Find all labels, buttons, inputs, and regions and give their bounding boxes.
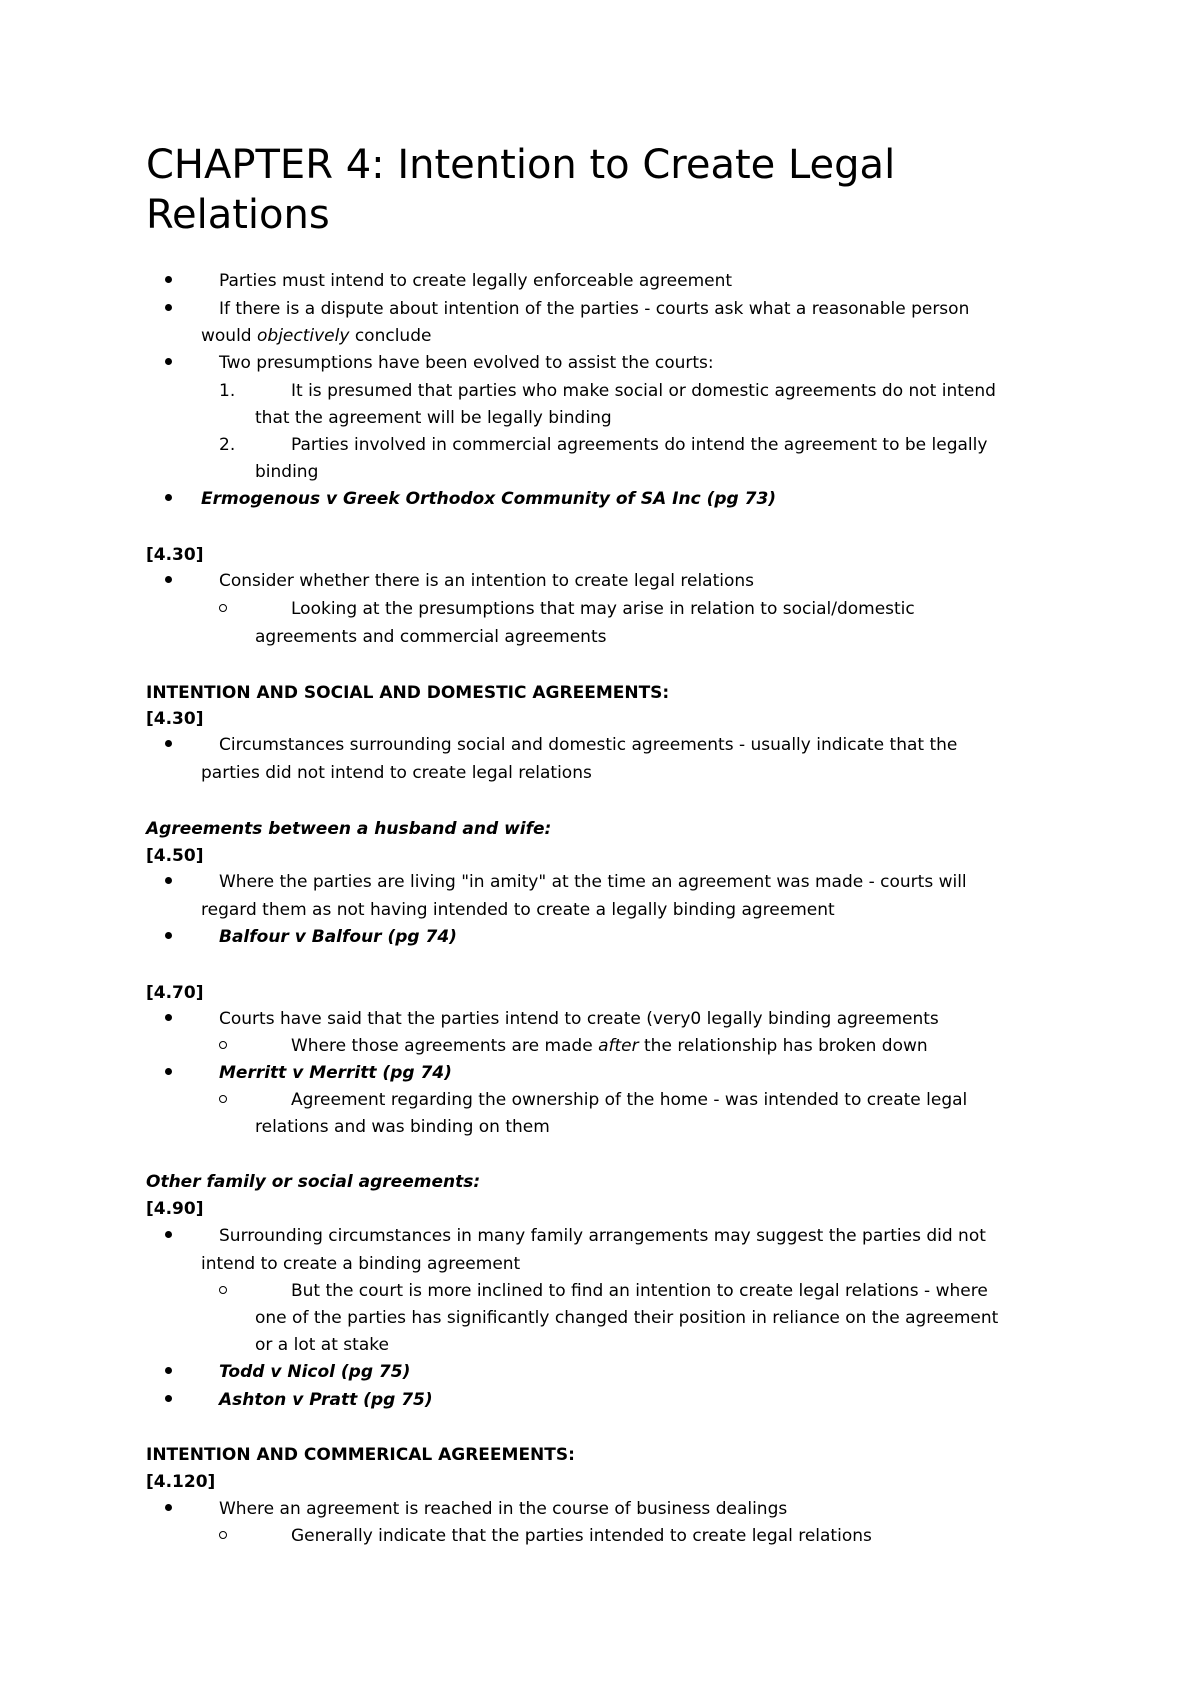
page-title: CHAPTER 4: Intention to Create Legal Relations xyxy=(146,142,896,238)
list-number: 2. xyxy=(219,435,236,455)
intro-bullet-2-line1: If there is a dispute about intention of the parties - courts ask what a reasonable person xyxy=(219,299,970,319)
bullet-icon xyxy=(165,932,172,939)
section-heading: INTENTION AND COMMERICAL AGREEMENTS: xyxy=(146,1445,575,1465)
bullet-text: Consider whether there is an intention to create legal relations xyxy=(219,571,755,591)
bullet-icon xyxy=(165,1068,172,1075)
sub-bullet-text-line2: one of the parties has significantly changed their position in reliance on the agreement xyxy=(255,1308,999,1328)
bullet-icon xyxy=(165,494,172,501)
numbered-item-1-line1: It is presumed that parties who make social or domestic agreements do not intend xyxy=(291,381,996,401)
sub-bullet-text: Where those agreements are made after the relationship has broken down xyxy=(291,1036,928,1056)
bullet-text-line1: Circumstances surrounding social and domestic agreements - usually indicate that the xyxy=(219,735,958,755)
bullet-text-line2: intend to create a binding agreement xyxy=(201,1254,521,1274)
bullet-icon xyxy=(165,1231,172,1238)
intro-bullet-2-line2: would objectively conclude xyxy=(201,326,432,346)
bullet-text-line2: regard them as not having intended to create a legally binding agreement xyxy=(201,900,835,920)
bullet-text-line1: Surrounding circumstances in many family arrangements may suggest the parties did not xyxy=(219,1226,986,1246)
bullet-icon xyxy=(165,740,172,747)
emphasis-text: after xyxy=(598,1036,639,1056)
sub-bullet-text-line2: agreements and commercial agreements xyxy=(255,627,607,647)
section-ref: [4.70] xyxy=(146,983,204,1003)
section-ref: [4.30] xyxy=(146,709,204,729)
sub-bullet-icon xyxy=(219,604,227,612)
subsection-heading: Agreements between a husband and wife: xyxy=(146,819,552,839)
numbered-item-2-line2: binding xyxy=(255,462,319,482)
case-citation: Balfour v Balfour (pg 74) xyxy=(219,927,457,947)
bullet-text-line1: Where the parties are living "in amity" at the time an agreement was made - courts will xyxy=(219,872,967,892)
case-citation: Ermogenous v Greek Orthodox Community of SA Inc (pg 73) xyxy=(201,489,777,509)
section-ref: [4.50] xyxy=(146,846,204,866)
bullet-text: Courts have said that the parties intend to create (very0 legally binding agreements xyxy=(219,1009,939,1029)
emphasis-text: objectively xyxy=(257,326,350,346)
case-citation: Todd v Nicol (pg 75) xyxy=(219,1362,411,1382)
sub-bullet-text-line1: Agreement regarding the ownership of the home - was intended to create legal xyxy=(291,1090,968,1110)
bullet-icon xyxy=(165,1014,172,1021)
bullet-icon xyxy=(165,358,172,365)
bullet-text-line2: parties did not intend to create legal relations xyxy=(201,763,592,783)
sub-bullet-text: Generally indicate that the parties intended to create legal relations xyxy=(291,1526,872,1546)
bullet-icon xyxy=(165,304,172,311)
sub-bullet-text-line1: But the court is more inclined to find an intention to create legal relations - where xyxy=(291,1281,988,1301)
bullet-icon xyxy=(165,276,172,283)
sub-bullet-icon xyxy=(219,1041,227,1049)
bullet-icon xyxy=(165,1395,172,1402)
sub-bullet-text-line3: or a lot at stake xyxy=(255,1335,389,1355)
case-citation: Merritt v Merritt (pg 74) xyxy=(219,1063,452,1083)
intro-bullet-1: Parties must intend to create legally enforceable agreement xyxy=(219,271,733,291)
bullet-text: Where an agreement is reached in the course of business dealings xyxy=(219,1499,788,1519)
case-citation: Ashton v Pratt (pg 75) xyxy=(219,1390,433,1410)
section-ref: [4.30] xyxy=(146,545,204,565)
bullet-icon xyxy=(165,1504,172,1511)
section-heading: INTENTION AND SOCIAL AND DOMESTIC AGREEMENTS: xyxy=(146,683,670,703)
bullet-icon xyxy=(165,576,172,583)
section-ref: [4.90] xyxy=(146,1199,204,1219)
sub-bullet-icon xyxy=(219,1531,227,1539)
numbered-item-1-line2: that the agreement will be legally binding xyxy=(255,408,612,428)
sub-bullet-icon xyxy=(219,1286,227,1294)
section-ref: [4.120] xyxy=(146,1472,216,1492)
intro-bullet-3: Two presumptions have been evolved to assist the courts: xyxy=(219,353,714,373)
list-number: 1. xyxy=(219,381,236,401)
sub-bullet-text-line2: relations and was binding on them xyxy=(255,1117,550,1137)
numbered-item-2-line1: Parties involved in commercial agreements do intend the agreement to be legally xyxy=(291,435,988,455)
bullet-icon xyxy=(165,877,172,884)
sub-bullet-text-line1: Looking at the presumptions that may arise in relation to social/domestic xyxy=(291,599,915,619)
bullet-icon xyxy=(165,1367,172,1374)
sub-bullet-icon xyxy=(219,1095,227,1103)
subsection-heading: Other family or social agreements: xyxy=(146,1172,481,1192)
